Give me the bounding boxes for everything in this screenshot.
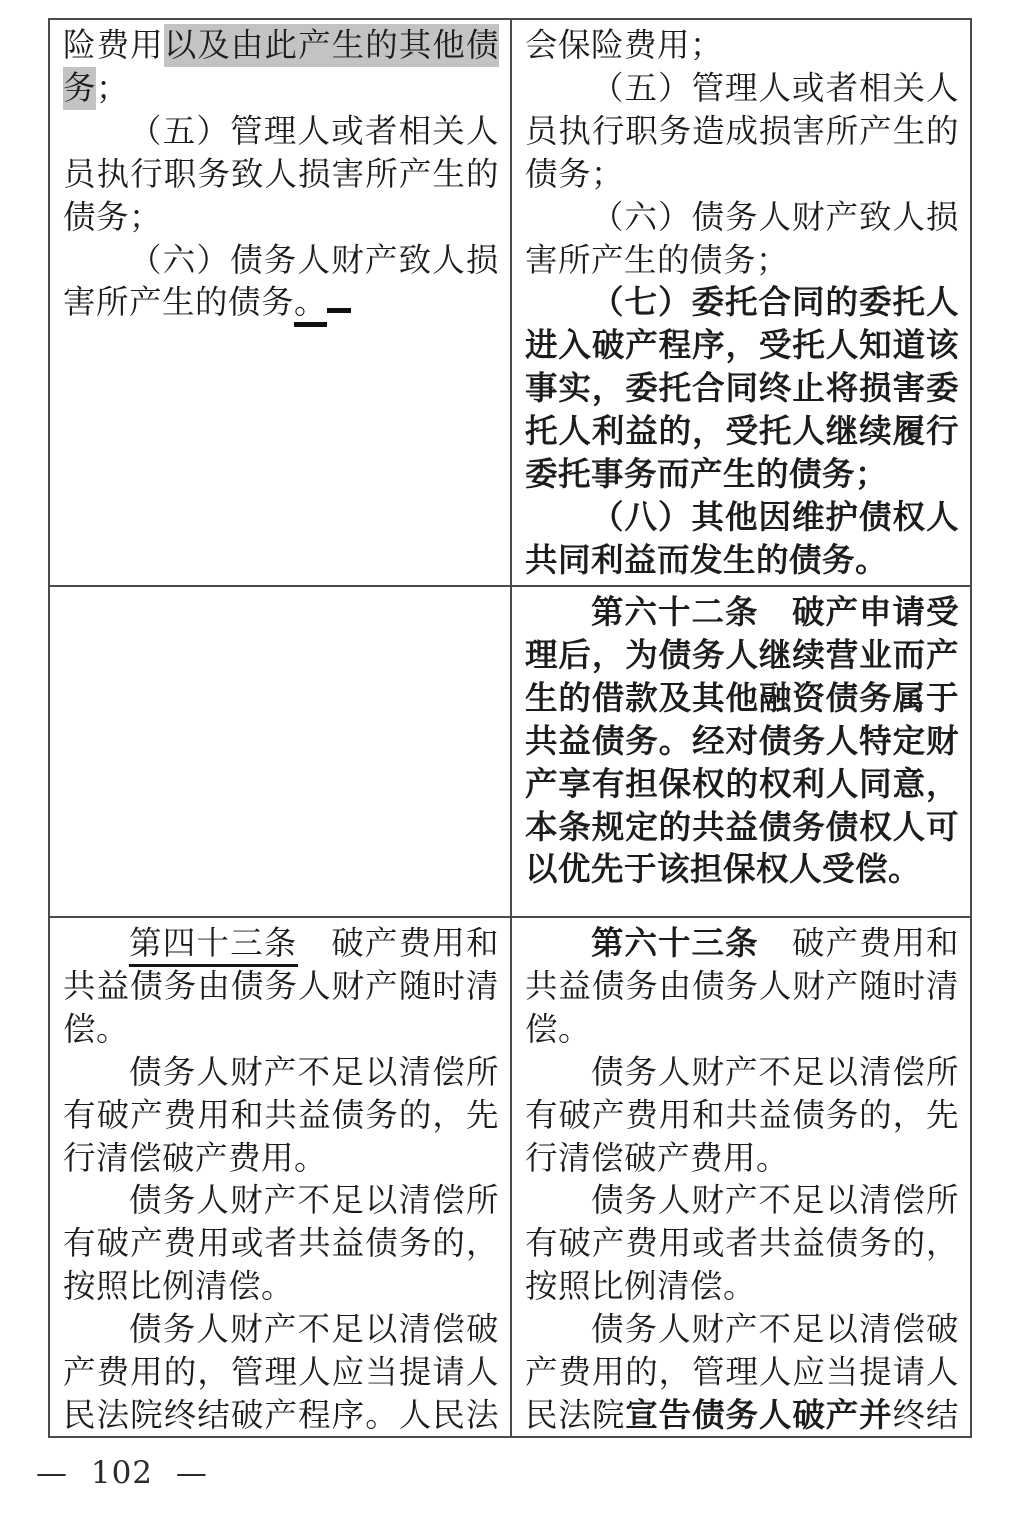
text-line <box>525 965 959 1008</box>
text-segment-n: 会保险费用； <box>525 26 724 64</box>
text-line <box>63 1179 499 1222</box>
text-line <box>525 763 959 806</box>
text-segment-n: 按照比例清偿。 <box>63 1267 295 1306</box>
text-segment-n: 民法院 <box>525 1395 626 1434</box>
text-segment-n: 行清偿破产费用。 <box>63 1138 328 1177</box>
text-segment-n: 破产费用和 <box>758 924 959 962</box>
text-segment-n: 行清偿破产费用。 <box>525 1138 790 1177</box>
text-segment-n: 债务人财产不足以清偿所 <box>129 1181 499 1220</box>
cell-right-row3 <box>512 918 970 1436</box>
text-segment-n: 债务人财产不足以清偿所 <box>129 1052 499 1091</box>
text-segment-u: 第四十三条 <box>129 924 298 967</box>
text-segment-n: 产费用的，管理人应当提请人 <box>525 1353 959 1392</box>
text-line <box>63 1394 499 1436</box>
text-segment-n: （六）债务人财产致人损 <box>591 197 959 236</box>
text-line <box>525 1265 959 1308</box>
text-line <box>63 239 499 282</box>
text-line <box>525 110 959 153</box>
text-line <box>525 67 959 110</box>
text-line <box>525 591 959 634</box>
text-line <box>525 848 959 891</box>
text-segment-n: ； <box>96 68 130 107</box>
text-segment-n: 民法院终结破产程序。人民法 <box>63 1395 499 1434</box>
text-line <box>525 1394 959 1436</box>
text-line <box>525 496 959 539</box>
text-segment-n: 债务人财产不足以清偿破 <box>591 1310 959 1349</box>
text-line <box>525 1008 959 1051</box>
text-line <box>525 677 959 720</box>
text-segment-n: 共益债务由债务人财产随时清 <box>525 966 959 1005</box>
text-segment-n: 害所产生的债务 <box>63 283 295 322</box>
text-line <box>63 281 499 324</box>
text-segment-b: 事实，委托合同终止将损害委 <box>525 369 959 408</box>
text-line <box>525 24 959 67</box>
cell-left-row2 <box>50 587 512 916</box>
text-line <box>63 1351 499 1394</box>
table-row-2 <box>50 585 970 916</box>
text-segment-b: （八）其他因维护债权人 <box>591 497 959 536</box>
text-segment-n: 员执行职务致人损害所产生的 <box>63 154 499 193</box>
text-segment-b: 以优先于该担保权人受偿。 <box>525 850 922 889</box>
text-line <box>63 153 499 196</box>
text-line <box>525 281 959 324</box>
text-segment-n: 害所产生的债务； <box>525 240 790 279</box>
text-segment-n: 债务人财产不足以清偿所 <box>591 1181 959 1220</box>
text-segment-n: 债务； <box>63 197 163 236</box>
text-line <box>63 110 499 153</box>
table-row-1 <box>50 20 970 585</box>
text-segment-b: 第六十三条 <box>591 924 759 962</box>
text-line <box>63 1051 499 1094</box>
text-segment-n: 共益债务由债务人财产随时清 <box>63 966 499 1005</box>
text-line <box>525 1308 959 1351</box>
text-segment-b: 共同利益而发生的债务。 <box>525 540 889 579</box>
text-line <box>525 634 959 677</box>
text-line <box>525 324 959 367</box>
text-segment-n: 有破产费用或者共益债务的， <box>525 1224 959 1263</box>
cell-right-row1 <box>512 20 970 585</box>
text-line <box>525 806 959 849</box>
table-row-3 <box>50 916 970 1436</box>
text-line <box>525 1179 959 1222</box>
text-line <box>525 153 959 196</box>
text-line <box>525 367 959 410</box>
text-line <box>525 539 959 582</box>
text-segment-b: 共益债务。经对债务人特定财 <box>525 721 959 760</box>
cell-left-row3 <box>50 918 512 1436</box>
text-segment-n: 产费用的，管理人应当提请人 <box>63 1353 499 1392</box>
text-segment-b: 进入破产程序，受托人知道该 <box>525 326 959 365</box>
text-segment-n: 债务人财产不足以清偿所 <box>591 1052 959 1091</box>
text-line <box>63 67 499 110</box>
text-segment-n: （五）管理人或者相关人 <box>129 111 499 150</box>
cell-right-row2 <box>512 587 970 916</box>
text-line <box>525 1137 959 1180</box>
text-segment-b: 本条规定的共益债务债权人可 <box>525 807 959 846</box>
text-line <box>63 24 499 67</box>
text-line <box>525 239 959 282</box>
page-number: — 102 — <box>36 1455 208 1491</box>
text-line <box>63 1137 499 1180</box>
text-segment-n: （六）债务人财产致人损 <box>129 240 499 279</box>
text-line <box>525 1051 959 1094</box>
text-line <box>525 922 959 965</box>
text-segment-n: 按照比例清偿。 <box>525 1267 757 1306</box>
text-segment-b: 生的借款及其他融资债务属于 <box>525 678 959 717</box>
text-segment-ul: 。 <box>294 283 327 327</box>
text-segment-n: 有破产费用或者共益债务的， <box>63 1224 499 1263</box>
text-segment-hl: 务 <box>63 67 96 110</box>
text-line <box>63 1008 499 1051</box>
text-segment-ulblank <box>327 287 351 313</box>
text-line <box>63 1308 499 1351</box>
text-line <box>525 410 959 453</box>
text-segment-b: 第六十二条 破产申请受 <box>591 593 959 631</box>
text-segment-hl: 以及由此产生的其他债 <box>164 24 499 67</box>
text-line <box>63 1265 499 1308</box>
text-line <box>525 196 959 239</box>
text-segment-n: （五）管理人或者相关人 <box>591 68 959 107</box>
comparison-table <box>48 18 972 1438</box>
text-segment-b: 托人利益的，受托人继续履行 <box>525 412 959 451</box>
text-segment-b: 宣告债务人破产并 <box>625 1395 893 1434</box>
text-segment-b: 理后，为债务人继续营业而产 <box>525 635 959 674</box>
text-segment-n: 险费用 <box>63 26 164 64</box>
text-line <box>63 1094 499 1137</box>
text-line <box>525 1351 959 1394</box>
text-segment-n: 偿。 <box>525 1009 592 1048</box>
text-line <box>525 1094 959 1137</box>
text-segment-n: 债务人财产不足以清偿破 <box>129 1310 499 1349</box>
text-line <box>63 1222 499 1265</box>
text-line <box>63 196 499 239</box>
cell-left-row1 <box>50 20 512 585</box>
text-line <box>525 453 959 496</box>
text-line <box>525 720 959 763</box>
text-line <box>525 1222 959 1265</box>
text-segment-b: （七）委托合同的委托人 <box>591 283 959 322</box>
text-segment-n: 有破产费用和共益债务的，先 <box>525 1095 959 1134</box>
text-segment-n: 偿。 <box>63 1009 130 1048</box>
text-segment-b: 委托事务而产生的债务； <box>525 455 889 494</box>
text-line <box>63 965 499 1008</box>
text-segment-n: 有破产费用和共益债务的，先 <box>63 1095 499 1134</box>
text-segment-b: 产享有担保权的权利人同意， <box>525 764 959 803</box>
text-line <box>63 922 499 965</box>
text-segment-n: 终结 <box>892 1395 959 1434</box>
text-segment-n: 债务； <box>525 154 625 193</box>
text-segment-n: 破产费用和 <box>297 924 499 962</box>
text-segment-n: 员执行职务造成损害所产生的 <box>525 111 959 150</box>
